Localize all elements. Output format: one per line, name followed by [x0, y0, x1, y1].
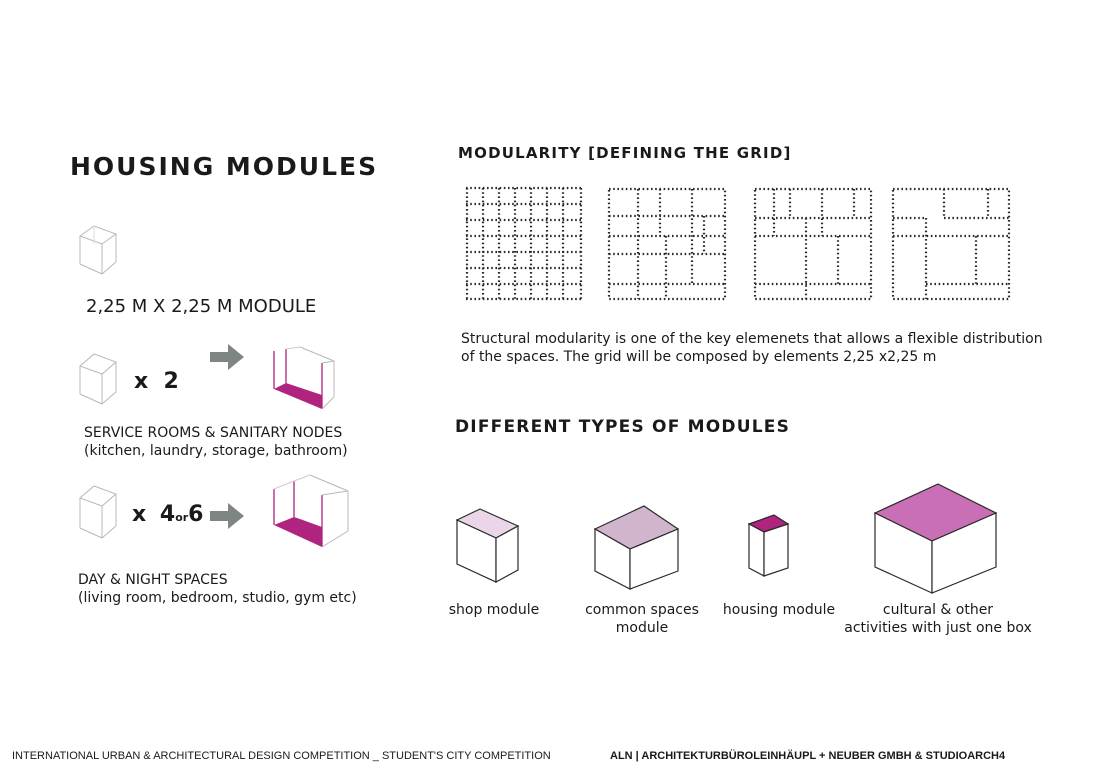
multiplier-six: 6 [188, 502, 204, 527]
cultural-label-line-2: activities with just one box [844, 620, 1032, 636]
shop-module-box [456, 508, 520, 584]
grid-description-line-1: Structural modularity is one of the key elemenets that allows a flexible distribution [461, 331, 1043, 347]
housing-module-label-line-1: housing module [722, 602, 836, 618]
cultural-label-line-1: cultural & other [882, 602, 994, 618]
shop-module-label [438, 601, 550, 619]
modularity-title: MODULARITY [DEFINING THE GRID] [458, 144, 792, 162]
grid-diagram-1 [466, 188, 582, 300]
module-types-title: DIFFERENT TYPES OF MODULES [455, 417, 791, 437]
multiplier-or: or [175, 511, 189, 524]
footer-competition-name: INTERNATIONAL URBAN & ARCHITECTURAL DESIGN COMPETITION _ STUDENT'S CITY COMPETITION [12, 750, 551, 762]
footer-credits: ALN | ARCHITEKTURBÜROLEINHÄUPL + NEUBER GMBH & STUDIOARCH4 [610, 750, 1006, 762]
day-night-multiplier [132, 502, 203, 527]
day-night-subtitle: (living room, bedroom, studio, gym etc) [78, 590, 357, 606]
service-multiplier: x 2 [134, 369, 179, 394]
day-night-multi-module-icon [270, 475, 352, 549]
grid-diagram-3 [754, 188, 872, 300]
cultural-module-box [874, 483, 998, 595]
day-night-arrow-icon [210, 503, 246, 531]
service-subtitle: (kitchen, laundry, storage, bathroom) [84, 443, 348, 459]
housing-module-label [714, 601, 844, 619]
day-night-title: DAY & NIGHT SPACES [78, 572, 228, 588]
housing-modules-title: HOUSING MODULES [70, 152, 379, 181]
service-title: SERVICE ROOMS & SANITARY NODES [84, 425, 343, 441]
common-spaces-label-line-2: module [615, 620, 669, 636]
multiplier-four: 4 [159, 502, 176, 527]
common-spaces-module-label [576, 601, 708, 637]
grid-diagram-2 [608, 188, 726, 300]
housing-module-box [748, 514, 790, 578]
service-arrow-icon [210, 344, 246, 372]
grid-diagram-4 [892, 188, 1010, 300]
module-size-label: 2,25 M X 2,25 M MODULE [86, 296, 317, 317]
day-night-small-cube [78, 484, 120, 540]
grid-description-line-2: of the spaces. The grid will be composed by elements 2,25 x2,25 m [461, 349, 937, 365]
multiplier-x: x [132, 502, 147, 527]
common-spaces-label-line-1: common spaces [585, 602, 699, 618]
shop-module-label-line-1: shop module [448, 602, 540, 618]
cultural-module-label [830, 601, 1046, 637]
service-small-cube [78, 352, 120, 406]
single-module-cube [78, 224, 120, 276]
service-double-module-icon [270, 345, 340, 413]
common-spaces-module-box [594, 505, 680, 591]
